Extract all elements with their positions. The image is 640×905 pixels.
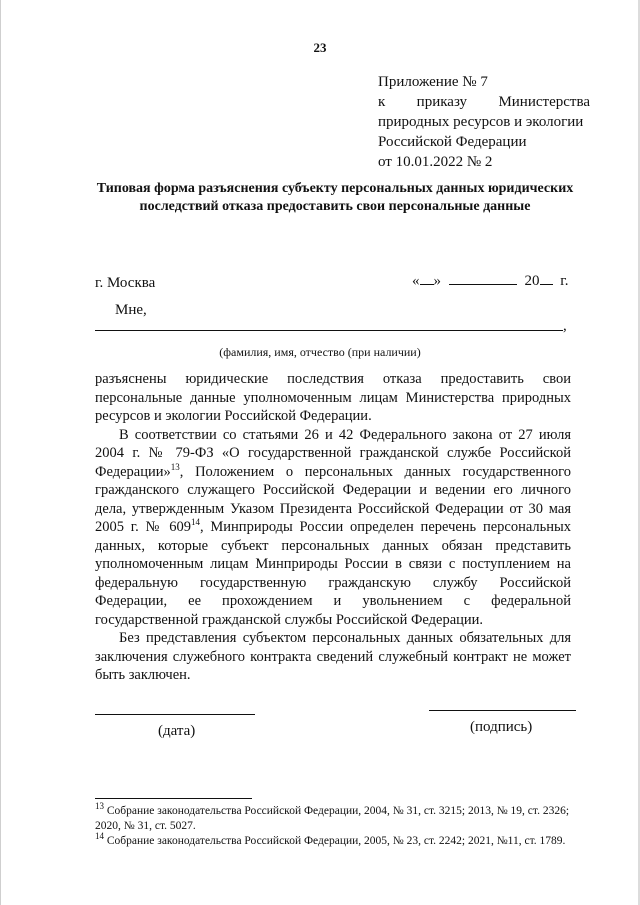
body-text xyxy=(95,370,571,685)
day-blank[interactable] xyxy=(420,270,434,285)
appendix-order-line xyxy=(378,92,590,112)
body-paragraph-2-part-a: В соответствии со статьями 26 и 42 Федерального закона от 27 июля 2004 г. № 79-ФЗ «О государственной гражданской службе Российской Федерации» xyxy=(95,426,571,480)
footnote-14-text: Собрание законодательства Российской Федерации, 2005, № 23, ст. 2242; 2021, №11, ст. 1789. xyxy=(104,835,566,847)
month-blank[interactable] xyxy=(449,270,517,285)
footnote-14-number: 14 xyxy=(95,831,104,842)
footnotes xyxy=(95,801,585,849)
city-label: г. Москва xyxy=(95,275,156,291)
date-field[interactable] xyxy=(412,270,568,290)
body-paragraph-3: Без представления субъектом персональных данных обязательных для заключения служебного контракта сведений служебный контракт не может быть заключен. xyxy=(95,630,571,683)
appendix-block xyxy=(378,72,590,172)
body-paragraph-2-part-b: , Положением о персональных данных государственного гражданского служащего Российской Федерации и ведении его личного дела, утвержденным Указом Президента Российской Федерации от 30 мая 2005 г. № 609 xyxy=(95,463,571,535)
footnote-13-number: 13 xyxy=(95,801,104,812)
date-close-quote: » xyxy=(433,273,441,289)
footnote-ref-13: 13 xyxy=(170,461,180,472)
appendix-ministry-line: природных ресурсов и экологии xyxy=(378,114,584,130)
footnote-13 xyxy=(95,801,585,834)
mne-label: Мне, xyxy=(115,302,147,318)
appendix-country-line: Российской Федерации xyxy=(378,134,527,150)
footnote-ref-14: 14 xyxy=(191,517,200,528)
footnote-13-text: Собрание законодательства Российской Федерации, 2004, № 31, ст. 3215; 2013, № 19, ст. 2326; 2020, № 31, ст. 5027. xyxy=(95,805,570,832)
body-paragraph-2 xyxy=(95,426,571,630)
signature-line[interactable] xyxy=(429,710,576,711)
date-open-quote: « xyxy=(412,273,420,289)
year-suffix: г. xyxy=(560,273,569,289)
date-signature-line[interactable] xyxy=(95,714,255,715)
footnote-14 xyxy=(95,831,585,849)
appendix-word-ministry: Министерства xyxy=(498,94,590,110)
signature-caption: (подпись) xyxy=(470,719,533,735)
document-title: Типовая форма разъяснения субъекту персональных данных юридических последствий отказа предоставить свои персональные данные xyxy=(96,181,574,214)
name-comma: , xyxy=(563,318,567,334)
year-prefix: 20 xyxy=(524,273,540,289)
year-blank[interactable] xyxy=(540,270,553,285)
appendix-word-order: приказу xyxy=(416,94,468,110)
body-paragraph-1: разъяснены юридические последствия отказа предоставить свои персональные данные уполномоченным лицам Министерства природных ресурсов и экологии Российской Федерации. xyxy=(95,371,571,424)
date-caption: (дата) xyxy=(158,723,196,739)
page-number: 23 xyxy=(313,40,327,55)
name-blank-line[interactable] xyxy=(95,330,563,331)
appendix-word-k: к xyxy=(378,94,386,110)
footnote-separator xyxy=(95,798,252,799)
name-caption: (фамилия, имя, отчество (при наличии) xyxy=(219,345,421,359)
body-paragraph-2-part-c: , Минприроды России определен перечень персональных данных, которые субъект персональных данных обязан представить уполномоченным лицам Минприроды России в связи с поступлением на федеральную государственную гражданскую службу Российской Федерации, ее прохождением и увольнением с федеральной государственной гражданской службы Российской Федерации. xyxy=(95,519,572,628)
appendix-date-line: от 10.01.2022 № 2 xyxy=(378,154,493,170)
appendix-title: Приложение № 7 xyxy=(378,74,488,90)
